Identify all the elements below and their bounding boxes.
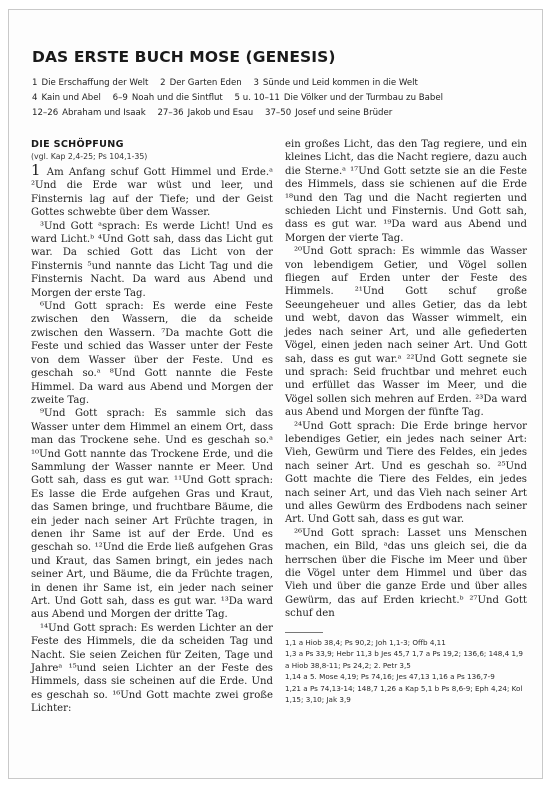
footnote-line: 1,21 a Ps 74,13-14; 148,7 1,26 a Kap 5,1 b Ps 8,6-9; Eph 4,24; Kol 1,15; 3,10; Jak 3,9	[285, 683, 523, 705]
book-title: DAS ERSTE BUCH MOSE (GENESIS)	[32, 48, 336, 66]
overview-item: 5 u. 10–11 Die Völker und der Turmbau zu Babel	[234, 93, 444, 103]
overview-item: 1 Die Erschaffung der Welt	[32, 78, 149, 88]
verse-paragraph: ein großes Licht, das den Tag regiere, und ein kleines Licht, das die Nacht regiere, dazu auch die Sterne.ᵃ ¹⁷Und Gott setzte sie an die Feste des Himmels, dass sie schienen auf die Erde ¹⁸und den Tag und die Nacht regierten und schieden Licht und Finsternis. Und Gott sah, dass es gut war. ¹⁹Da ward aus Abend und Morgen der vierte Tag.	[285, 139, 527, 244]
footnotes	[285, 632, 527, 706]
verse-paragraph: 1 Am Anfang schuf Gott Himmel und Erde.ᵃ ²Und die Erde war wüst und leer, und Finsternis lag auf der Tiefe; und der Geist Gottes schwebte über dem Wasser.	[31, 161, 273, 219]
text-column-right	[285, 138, 527, 706]
overview-item: 27–36 Jakob und Esau	[157, 108, 254, 118]
overview-line	[32, 91, 532, 106]
overview-item: 2 Der Garten Eden	[160, 78, 242, 88]
overview-item: 3 Sünde und Leid kommen in die Welt	[253, 78, 418, 88]
footnote-line: 1,1 a Hiob 38,4; Ps 90,2; Joh 1,1-3; Offb 4,11	[285, 637, 446, 647]
bible-page	[8, 9, 543, 779]
overview-item: 37–50 Josef und seine Brüder	[265, 108, 393, 118]
verse-paragraph: ²⁰Und Gott sprach: Es wimmle das Wasser von lebendigem Getier, und Vögel sollen fliegen auf Erden unter der Feste des Himmels. ²¹Und Gott schuf große Seeungeheuer und alles Getier, das da lebt und webt, davon das Wasser wimmelt, ein jedes nach seiner Art, und alle gefiederten Vögel, einen jeden nach seiner Art. Und Gott sah, dass es gut war.ᵃ ²²Und Gott segnete sie und sprach: Seid fruchtbar und mehret euch und erfüllet das Wasser im Meer, und die Vögel sollen sich mehren auf Erden. ²³Da ward aus Abend und Morgen der fünfte Tag.	[285, 246, 527, 419]
verse-paragraph: ²⁶Und Gott sprach: Lasset uns Menschen machen, ein Bild, ᵃdas uns gleich sei, die da herrschen über die Fische im Meer und über die Vögel unter dem Himmel und über das Vieh und über die ganze Erde und über alles Gewürm, das auf Erden kriecht.ᵇ ²⁷Und Gott schuf den	[285, 527, 527, 620]
verse-paragraph: ²⁴Und Gott sprach: Die Erde bringe hervor lebendiges Getier, ein jedes nach seiner Art: Vieh, Gewürm und Tiere des Feldes, ein jedes nach seiner Art. Und es geschah so. ²⁵Und Gott machte die Tiere des Feldes, ein jedes nach seiner Art, und das Vieh nach seiner Art und alles Gewürm des Erdbodens nach seiner Art. Und Gott sah, dass es gut war.	[285, 420, 527, 526]
overview-item: 6–9 Noah und die Sintflut	[112, 93, 223, 103]
verse-paragraph: ⁹Und Gott sprach: Es sammle sich das Wasser unter dem Himmel an einem Ort, dass man das Trockene sehe. Und es geschah so.ᵃ ¹⁰Und Gott nannte das Trockene Erde, und die Sammlung der Wasser nannte er Meer. Und Gott sah, dass es gut war. ¹¹Und Gott sprach: Es lasse die Erde aufgehen Gras und Kraut, das Samen bringe, und fruchtbare Bäume, die ein jeder nach seiner Art Früchte tragen, in denen ihr Same ist auf der Erde. Und es geschah so. ¹²Und die Erde ließ aufgehen Gras und Kraut, das Samen bringt, ein jedes nach seiner Art, und Bäume, die da Früchte tragen, in denen ihr Same ist, ein jeder nach seiner Art. Und Gott sah, dass es gut war. ¹³Da ward aus Abend und Morgen der dritte Tag.	[31, 408, 273, 621]
footnote-divider	[285, 632, 323, 633]
footnote-line: 1,14 a 5. Mose 4,19; Ps 74,16; Jes 47,13 1,16 a Ps 136,7-9	[285, 672, 495, 682]
text-column-left	[31, 138, 273, 716]
section-reference: (vgl. Kap 2,4-25; Ps 104,1-35)	[31, 152, 148, 161]
verse-paragraph: ³Und Gott ᵃsprach: Es werde Licht! Und es ward Licht.ᵇ ⁴Und Gott sah, dass das Licht gut war. Da schied Gott das Licht von der Finsternis ⁵und nannte das Licht Tag und die Finsternis Nacht. Da ward aus Abend und Morgen der erste Tag.	[31, 220, 273, 299]
verse-paragraph: ¹⁴Und Gott sprach: Es werden Lichter an der Feste des Himmels, die da scheiden Tag und Nacht. Sie seien Zeichen für Zeiten, Tage und Jahreᵃ ¹⁵und seien Lichter an der Feste des Himmels, dass sie scheinen auf die Erde. Und es geschah so. ¹⁶Und Gott machte zwei große Lichter:	[31, 622, 273, 715]
overview-item: 4 Kain und Abel	[32, 93, 101, 103]
verse-paragraph: ⁶Und Gott sprach: Es werde eine Feste zwischen den Wassern, die da scheide zwischen den Wassern. ⁷Da machte Gott die Feste und schied das Wasser unter der Feste von dem Wasser über der Feste. Und es geschah so.ᵃ ⁸Und Gott nannte die Feste Himmel. Da ward aus Abend und Morgen der zweite Tag.	[31, 301, 273, 406]
chapter-overview	[32, 76, 532, 121]
chapter-number: 1	[31, 161, 41, 179]
overview-item: 12–26 Abraham und Isaak	[32, 108, 146, 118]
overview-line	[32, 76, 532, 91]
footnote-line: 1,3 a Ps 33,9; Hebr 11,3 b Jes 45,7 1,7 a Ps 19,2; 136,6; 148,4 1,9 a Hiob 38,8-11; Ps 24,2; 2. Petr 3,5	[285, 649, 523, 670]
overview-line	[32, 106, 532, 121]
section-heading: DIE SCHÖPFUNG	[31, 139, 124, 150]
